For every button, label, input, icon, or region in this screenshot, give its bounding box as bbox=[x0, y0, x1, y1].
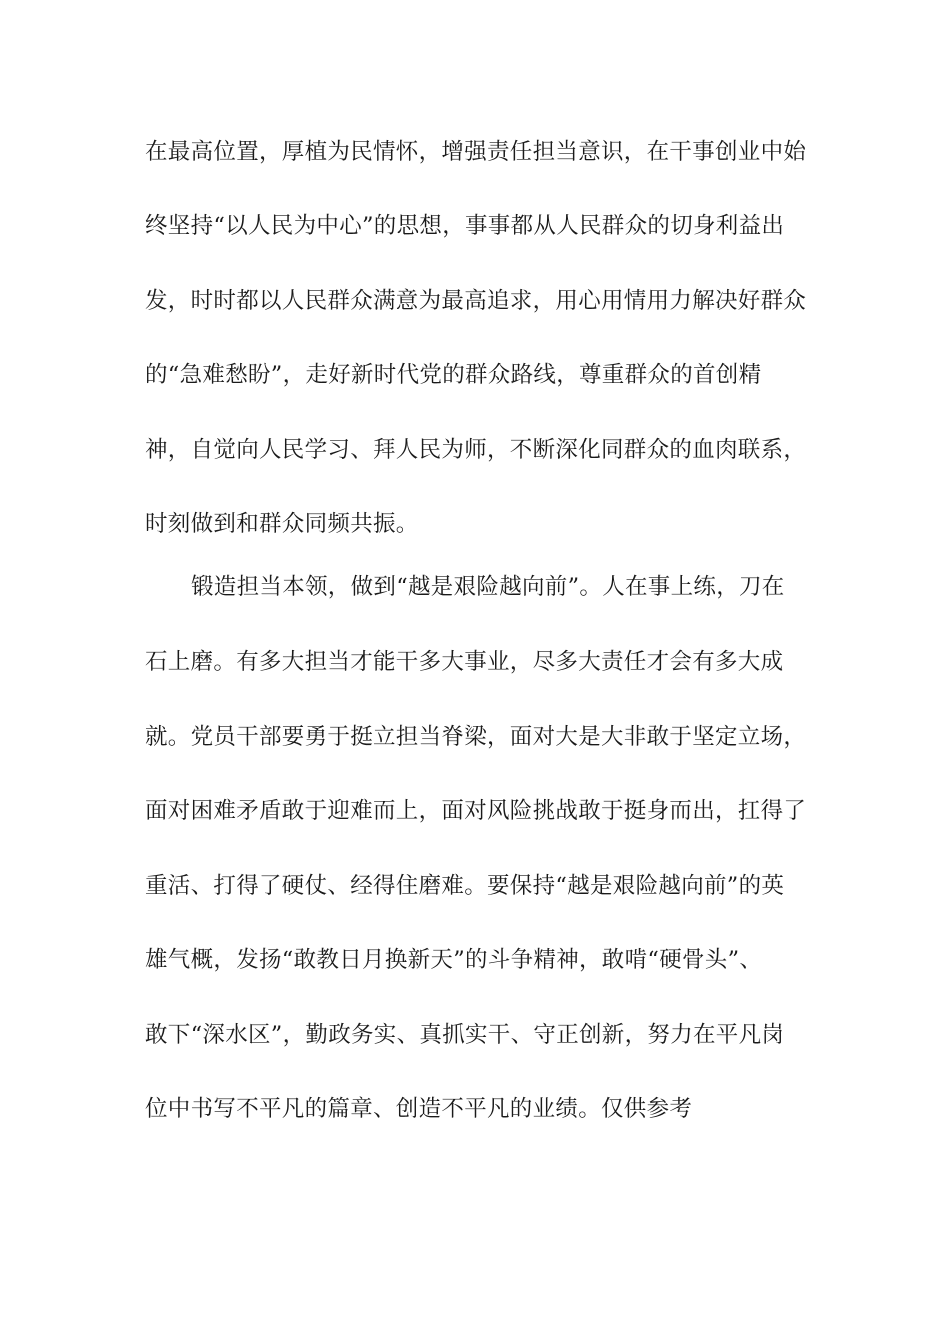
text-line: 雄气概，发扬“敢教日月换新天”的斗争精神，敢啃“硬骨头”、 bbox=[145, 947, 763, 973]
text-line: 时刻做到和群众同频共振。 bbox=[145, 511, 419, 537]
text-line: 面对困难矛盾敢于迎难而上，面对风险挑战敢于挺身而出，扛得了 bbox=[145, 798, 807, 824]
text-line: 神，自觉向人民学习、拜人民为师，不断深化同群众的血肉联系， bbox=[145, 437, 807, 463]
text-line: 在最高位置，厚植为民情怀，增强责任担当意识，在干事创业中始 bbox=[145, 139, 807, 165]
text-line: 就。党员干部要勇于挺立担当脊梁，面对大是大非敢于坚定立场， bbox=[145, 724, 807, 750]
text-line: 敢下“深水区”，勤政务实、真抓实干、守正创新，努力在平凡岗 bbox=[145, 1022, 785, 1048]
text-line: 石上磨。有多大担当才能干多大事业，尽多大责任才会有多大成 bbox=[145, 649, 784, 675]
text-line: 终坚持“以人民为中心”的思想，事事都从人民群众的切身利益出 bbox=[145, 213, 785, 239]
text-line: 发，时时都以人民群众满意为最高追求，用心用情用力解决好群众 bbox=[145, 288, 807, 314]
text-line: 重活、打得了硬仗、经得住磨难。要保持“越是艰险越向前”的英 bbox=[145, 873, 785, 899]
text-line: 位中书写不平凡的篇章、创造不平凡的业绩。仅供参考 bbox=[145, 1096, 693, 1122]
text-line: 的“急难愁盼”，走好新时代党的群众路线，尊重群众的首创精 bbox=[145, 362, 762, 388]
paragraph-first-line: 锻造担当本领，做到“越是艰险越向前”。人在事上练，刀在 bbox=[191, 574, 785, 600]
